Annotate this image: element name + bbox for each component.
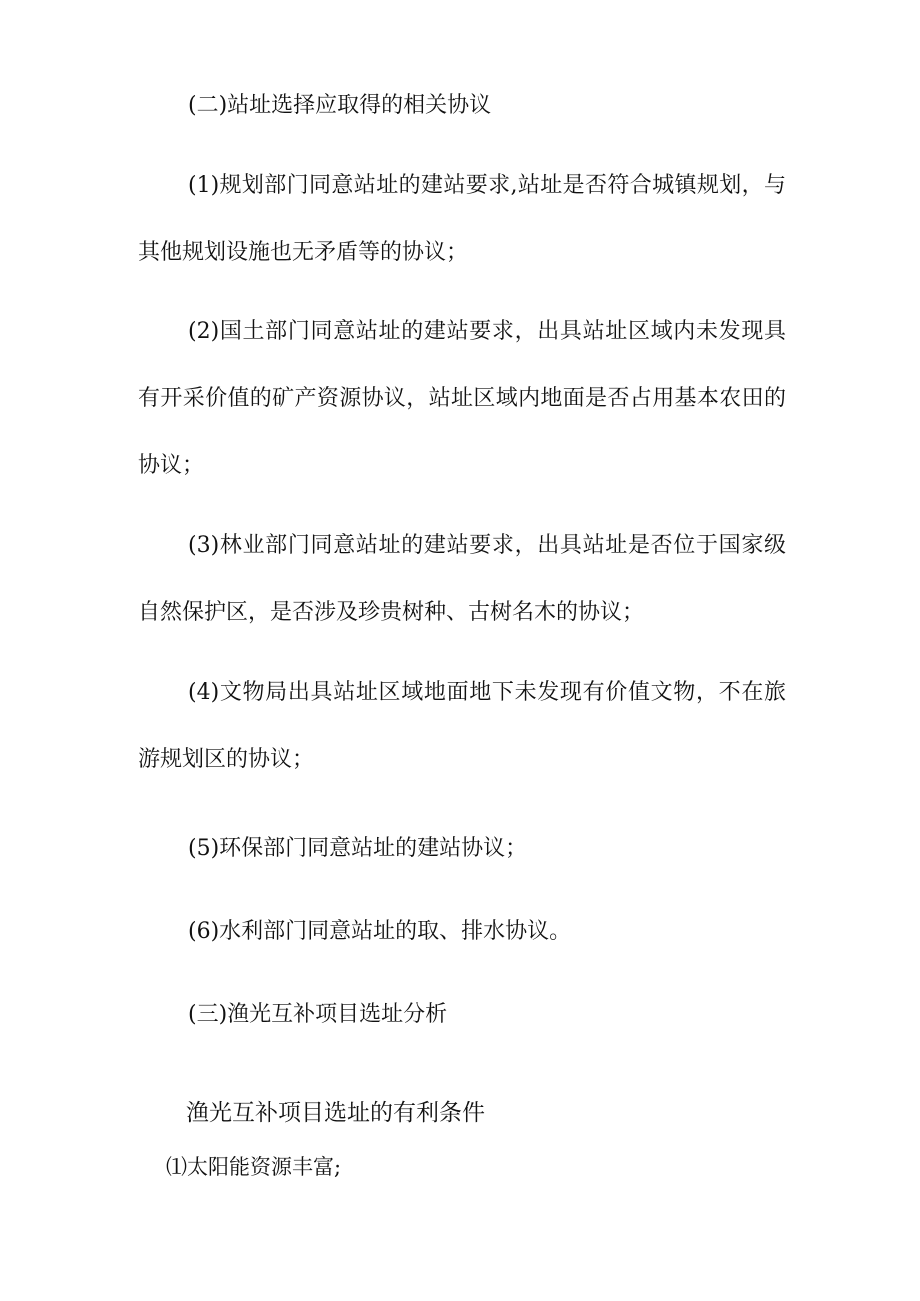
section-heading-site-agreements: (二)站址选择应取得的相关协议: [188, 93, 492, 118]
section-heading-site-analysis: (三)渔光互补项目选址分析: [188, 1002, 448, 1027]
sub-heading-favorable-conditions: 渔光互补项目选址的有利条件: [186, 1100, 485, 1126]
paragraph-forestry-agreement: (3)林业部门同意站址的建站要求，出具站址是否位于国家级自然保护区，是否涉及珍贵树种、古树名木的协议；: [138, 533, 786, 625]
paragraph-environmental-agreement: (5)环保部门同意站址的建站协议；: [188, 836, 528, 861]
list-item-solar-resource: ⑴太阳能资源丰富;: [166, 1155, 342, 1179]
paragraph-planning-agreement: (1)规划部门同意站址的建站要求,站址是否符合城镇规划，与其他规划设施也无矛盾等的协议；: [138, 173, 786, 265]
paragraph-land-agreement: (2)国土部门同意站址的建站要求，出具站址区域内未发现具有开采价值的矿产资源协议，站址区域内地面是否占用基本农田的协议；: [138, 319, 786, 478]
paragraph-cultural-relics-agreement: (4)文物局出具站址区域地面地下未发现有价值文物，不在旅游规划区的协议；: [138, 680, 786, 772]
paragraph-water-agreement: (6)水利部门同意站址的取、排水协议。: [188, 919, 572, 944]
